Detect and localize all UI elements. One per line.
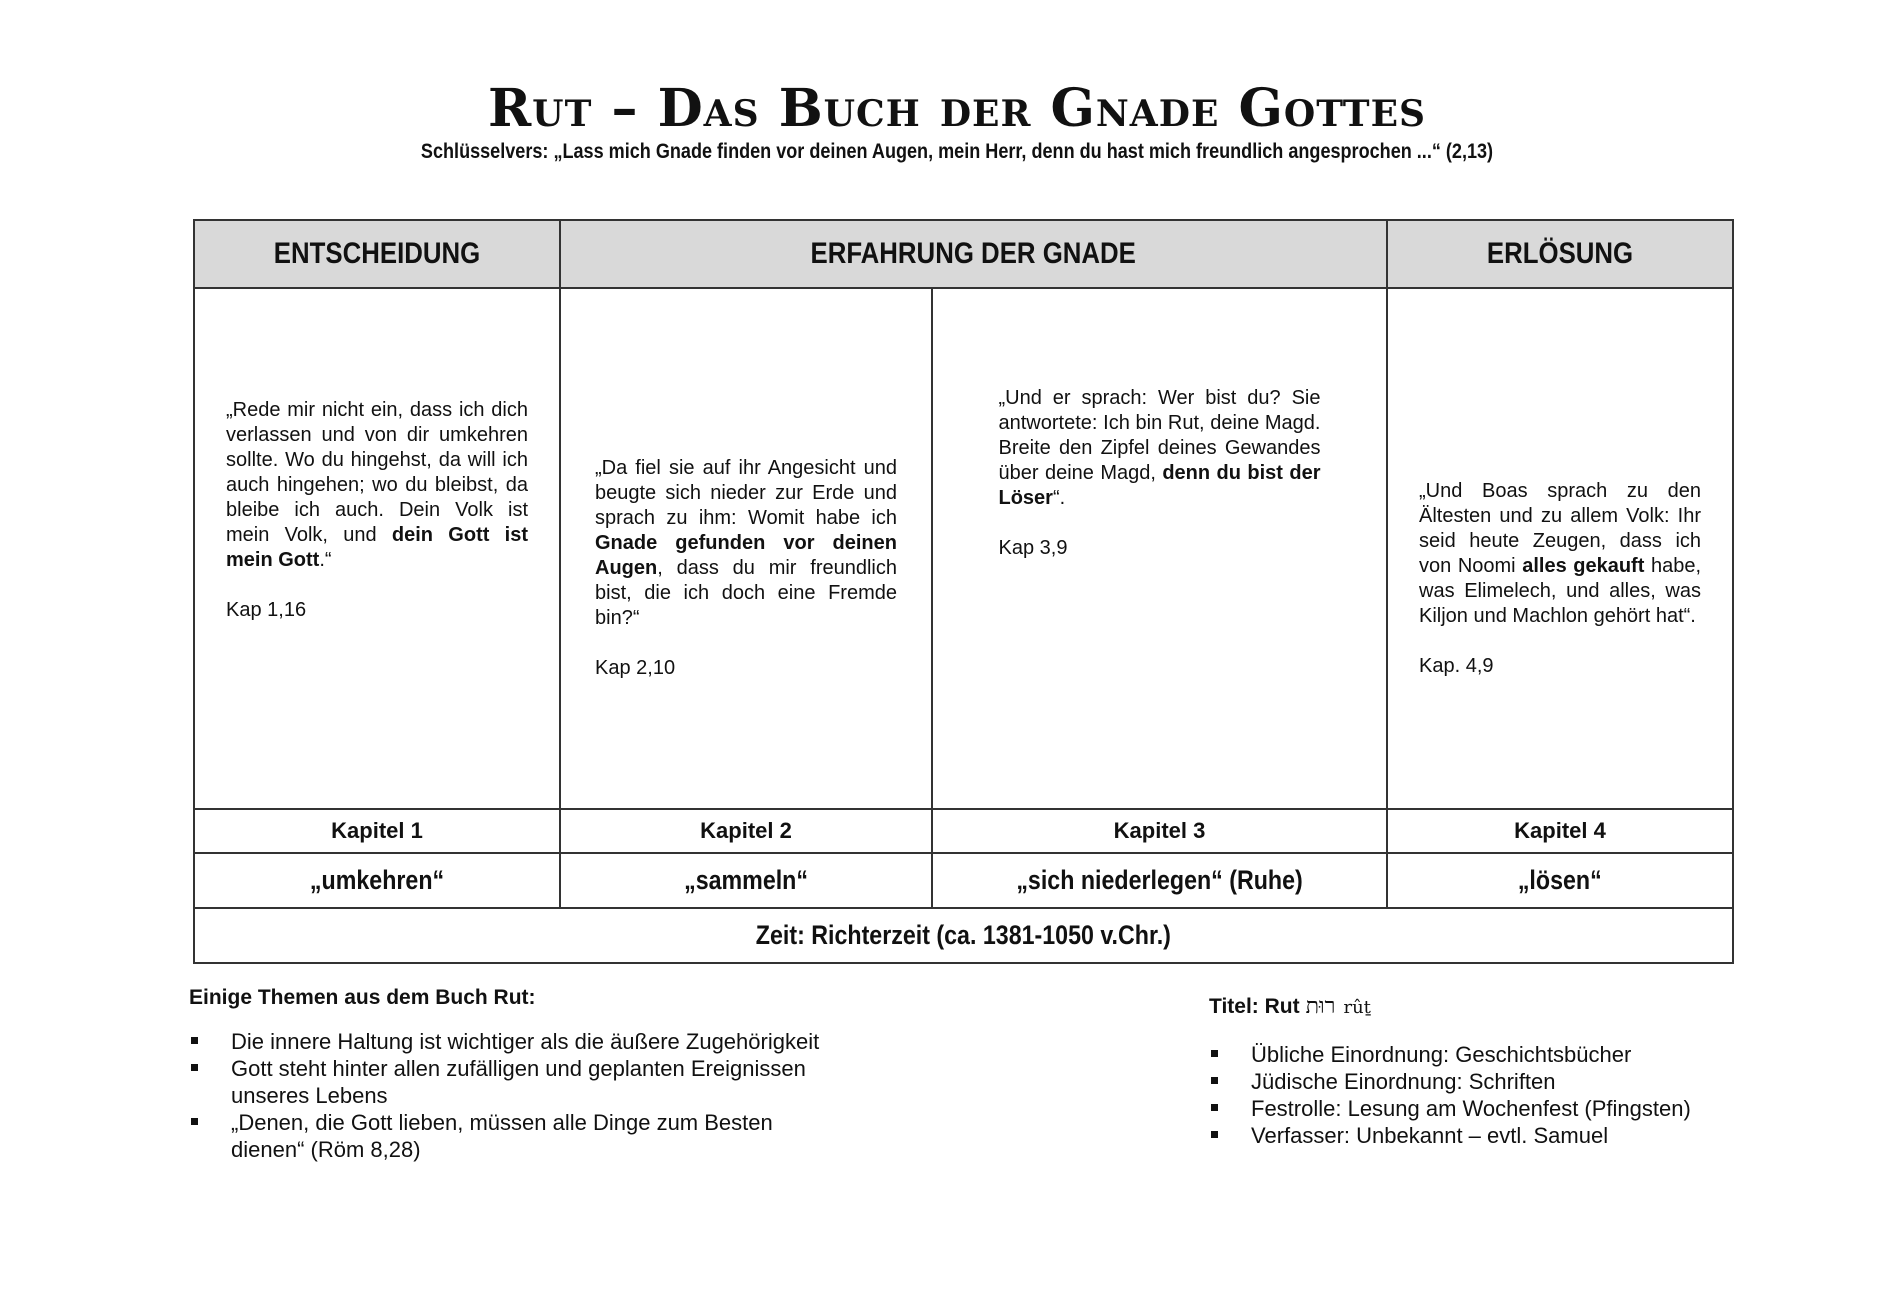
quote-text-2: „Da fiel sie auf ihr Angesicht und beugte sich nieder zur Erde und sprach zu ihm: Womit habe ich Gnade gefunden vor deinen Augen, dass du mir freundlich bist, die ich doch eine Fremde bin?“ Kap 2,10: [595, 457, 897, 679]
quote-cell-2: [560, 288, 932, 809]
bullet-icon: [191, 1118, 198, 1125]
bullet-icon: [1211, 1104, 1218, 1111]
list-item: Gott steht hinter allen zufälligen und geplanten Ereignissen unseres Lebens: [189, 1055, 881, 1109]
bullet-icon: [191, 1037, 198, 1044]
keyword-cell-4: „lösen“: [1387, 853, 1733, 908]
overview-table: [193, 219, 1734, 964]
quote-ref-4: Kap. 4,9: [1419, 654, 1494, 677]
bullet-icon: [1211, 1131, 1218, 1138]
themes-list: [189, 1028, 889, 1163]
list-item: „Denen, die Gott lieben, müssen alle Dinge zum Besten dienen“ (Röm 8,28): [189, 1109, 831, 1163]
themes-section: [189, 986, 889, 1163]
keyword-cell-3: „sich niederlegen“ (Ruhe): [932, 853, 1387, 908]
list-item: Verfasser: Unbekannt – evtl. Samuel: [1209, 1122, 1769, 1149]
quote-ref-2: Kap 2,10: [595, 657, 676, 679]
title-info-section: [1209, 993, 1769, 1149]
chapter-cell-2: Kapitel 2: [560, 809, 932, 853]
chapter-cell-3: Kapitel 3: [932, 809, 1387, 853]
quote-cell-3: [932, 288, 1387, 809]
quote-ref-3: Kap 3,9: [998, 537, 1068, 559]
time-row: [194, 908, 1733, 963]
quote-text-3: „Und er sprach: Wer bist du? Sie antwortete: Ich bin Rut, deine Magd. Breite den Zipfel deines Gewandes über deine Magd, denn du bist der Löser“. Kap 3,9: [998, 387, 1321, 559]
header-decision: ENTSCHEIDUNG: [194, 220, 560, 288]
themes-title: Einige Themen aus dem Buch Rut:: [189, 986, 536, 1009]
quote-text-4: „Und Boas sprach zu den Ältesten und zu allem Volk: Ihr seid heute Zeugen, dass ich von Noomi alles gekauft habe, was Elimelech, und alles, was Kiljon und Machlon gehört hat“. Kap. 4,9: [1419, 479, 1702, 677]
transliteration: rûṯ: [1343, 997, 1371, 1018]
quote-text-1: „Rede mir nicht ein, dass ich dich verlassen und von dir umkehren sollte. Wo du hingehst, da will ich auch hingehen; wo du bleibst, da bleibe ich auch. Dein Volk ist mein Volk, und dein Gott ist mein Gott.“ Kap 1,16: [226, 399, 528, 621]
hebrew-title: רוּת: [1305, 994, 1336, 1019]
bullet-icon: [1211, 1077, 1218, 1084]
list-item: Festrolle: Lesung am Wochenfest (Pfingsten): [1209, 1095, 1769, 1122]
time-cell: Zeit: Richterzeit (ca. 1381-1050 v.Chr.): [194, 908, 1733, 963]
chapter-cell-1: Kapitel 1: [194, 809, 560, 853]
list-item: Übliche Einordnung: Geschichtsbücher: [1209, 1041, 1769, 1068]
chapter-row: [194, 809, 1733, 853]
chapter-cell-4: Kapitel 4: [1387, 809, 1733, 853]
bullet-icon: [191, 1064, 198, 1071]
header-row: [194, 220, 1733, 288]
title-info-list: [1209, 1041, 1769, 1149]
keyword-cell-1: „umkehren“: [194, 853, 560, 908]
header-redemption: ERLÖSUNG: [1387, 220, 1733, 288]
quote-cell-1: [194, 288, 560, 809]
bullet-icon: [1211, 1050, 1218, 1057]
header-grace: ERFAHRUNG DER GNADE: [560, 220, 1387, 288]
page-title: Rut – Das Buch der Gnade Gottes: [487, 78, 1427, 139]
keyword-cell-2: „sammeln“: [560, 853, 932, 908]
key-verse: Schlüsselvers: „Lass mich Gnade finden vor deinen Augen, mein Herr, denn du hast mich freundlich angesprochen ...“ (2,13): [420, 140, 1494, 163]
keyword-row: [194, 853, 1733, 908]
quote-ref-1: Kap 1,16: [226, 599, 307, 621]
quote-row: [194, 288, 1733, 809]
list-item: Die innere Haltung ist wichtiger als die äußere Zugehörigkeit: [189, 1028, 881, 1055]
list-item: Jüdische Einordnung: Schriften: [1209, 1068, 1769, 1095]
title-info-heading: Titel: Rut רוּת rûṯ: [1209, 994, 1371, 1019]
quote-cell-4: [1387, 288, 1733, 809]
